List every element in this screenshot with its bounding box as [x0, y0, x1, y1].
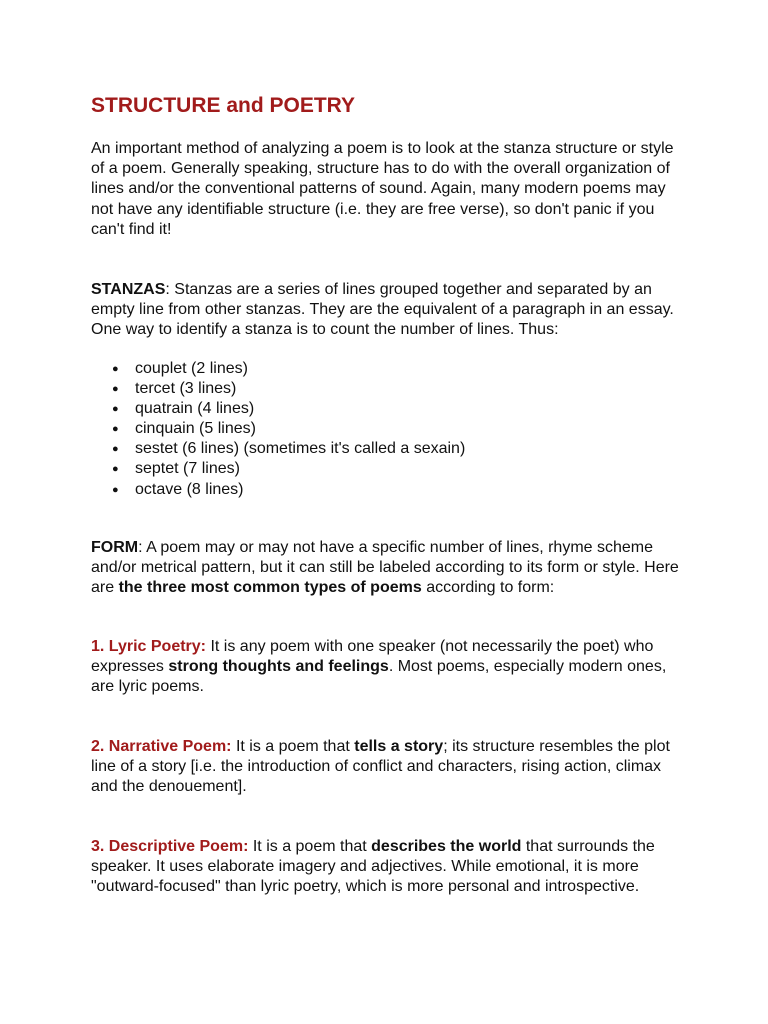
bullet-icon: ● — [112, 403, 119, 416]
narrative-label: 2. Narrative Poem: — [91, 738, 232, 755]
lyric-text-after: . Most poems, especially modern ones, are lyric poems. — [91, 658, 667, 696]
descriptive-emphasis: describes the world — [371, 838, 522, 855]
form-label: FORM — [91, 539, 139, 556]
stanzas-paragraph — [91, 280, 681, 341]
lyric-label: 1. Lyric Poetry: — [91, 638, 207, 655]
lyric-text-before: It is any poem with one speaker (not necessarily the poet) who expresses — [91, 638, 654, 676]
list-item-label: cinquain (5 lines) — [135, 420, 256, 438]
descriptive-label: 3. Descriptive Poem: — [91, 838, 249, 855]
list-item — [91, 439, 465, 459]
list-item-label: sestet (6 lines) (sometimes it's called a sexain) — [135, 440, 466, 458]
lyric-emphasis: strong thoughts and feelings — [168, 658, 389, 676]
lyric-paragraph — [91, 637, 681, 698]
bullet-icon: ● — [112, 483, 119, 496]
bullet-icon: ● — [112, 383, 119, 396]
bullet-icon: ● — [112, 423, 119, 436]
intro-paragraph: An important method of analyzing a poem is to look at the stanza structure or style of a poem. Generally speaking, structure has to do with the overall organization of lines and/or the conventional patterns of sound. Again, many modern poems may not have any identifiable structure (i.e. they are free verse), so don't panic if you can't find it! — [91, 140, 674, 238]
narrative-text-after: ; its structure resembles the plot line of a story [i.e. the introduction of conflict and characters, rising action, climax and the denouement]. — [91, 738, 670, 796]
list-item — [91, 359, 465, 379]
list-item-label: quatrain (4 lines) — [135, 400, 255, 418]
stanzas-label: STANZAS — [91, 281, 166, 298]
descriptive-text-before: It is a poem that — [248, 838, 372, 855]
bullet-icon: ● — [112, 443, 119, 456]
narrative-paragraph — [91, 737, 681, 798]
stanzas-text: : Stanzas are a series of lines grouped together and separated by an empty line from other stanzas. They are the equivalent of a paragraph in an essay. One way to identify a stanza is to count the number of lines. Thus: — [91, 281, 674, 339]
list-item — [91, 459, 465, 479]
form-paragraph — [91, 538, 681, 599]
list-item-label: septet (7 lines) — [135, 460, 240, 478]
list-item-label: tercet (3 lines) — [135, 380, 237, 398]
narrative-emphasis: tells a story — [354, 738, 444, 755]
stanza-types-list — [91, 359, 465, 500]
list-item — [91, 399, 465, 419]
list-item — [91, 419, 465, 439]
form-emphasis: the three most common types of poems — [118, 579, 422, 597]
list-item-label: octave (8 lines) — [135, 480, 244, 498]
list-item — [91, 379, 465, 399]
narrative-text-before: It is a poem that — [231, 738, 355, 755]
bullet-icon: ● — [112, 463, 119, 476]
descriptive-text-after: that surrounds the speaker. It uses elaborate imagery and adjectives. While emotional, it is more "outward-focused" than lyric poetry, which is more personal and introspective. — [91, 838, 655, 896]
page-title: STRUCTURE and POETRY — [91, 94, 356, 117]
bullet-icon: ● — [112, 363, 119, 375]
list-item — [91, 480, 465, 500]
form-text-after: according to form: — [421, 579, 555, 597]
form-text-before: : A poem may or may not have a specific number of lines, rhyme scheme and/or metrical pattern, but it can still be labeled according to its form or style. Here are — [91, 539, 679, 597]
list-item-label: couplet (2 lines) — [135, 360, 248, 377]
descriptive-paragraph — [91, 837, 681, 898]
